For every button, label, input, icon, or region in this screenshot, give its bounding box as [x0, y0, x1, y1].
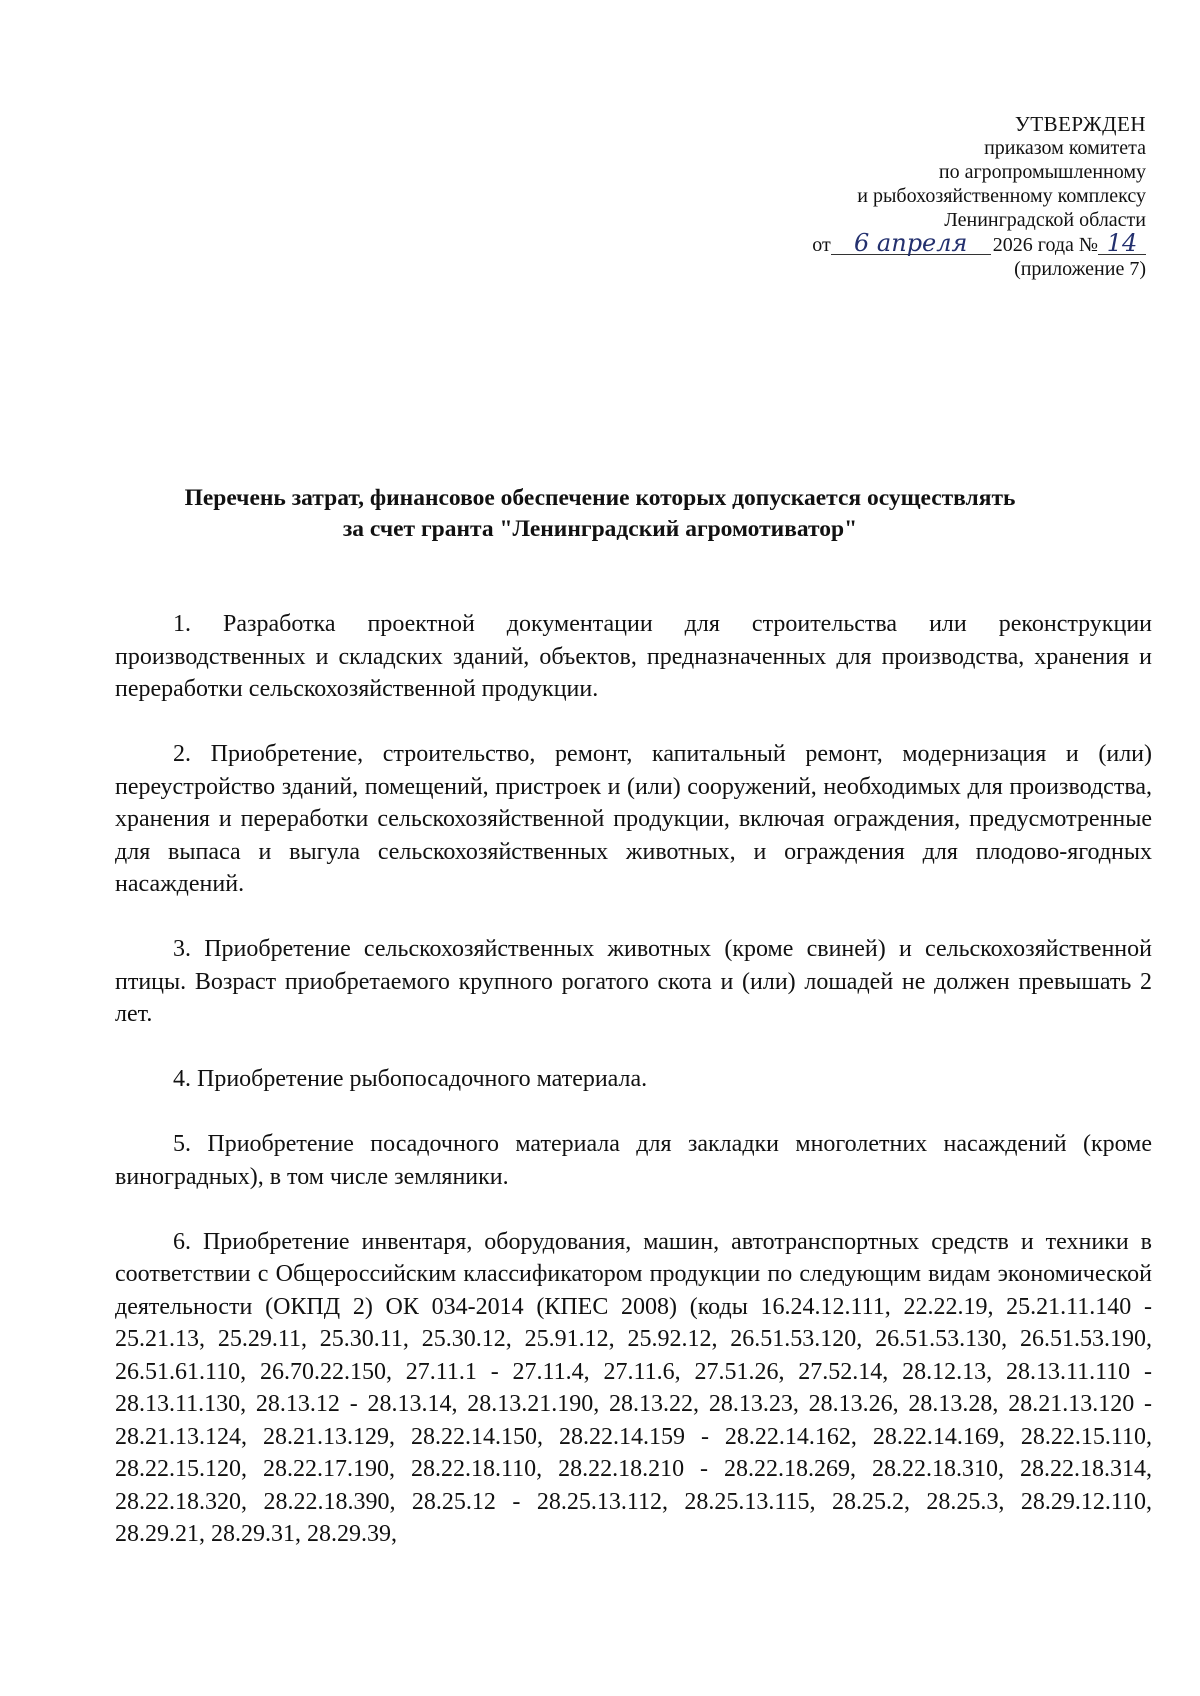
approval-line: Ленинградской области — [944, 209, 1146, 231]
handwritten-order-number: 14 — [1098, 232, 1146, 255]
list-item: 3. Приобретение сельскохозяйственных животных (кроме свиней) и сельскохозяйственной птицы. Возраст приобретаемого крупного рогатого скота и (или) лошадей не должен превышать 2 лет. — [115, 936, 1152, 1027]
year-text: 2026 года № — [992, 234, 1098, 256]
handwritten-date: 6 апреля — [831, 232, 991, 255]
cost-list — [115, 608, 1152, 1551]
approval-line: приказом комитета — [984, 137, 1146, 159]
list-item: 5. Приобретение посадочного материала для закладки многолетних насаждений (кроме виноградных), в том числе земляники. — [115, 1131, 1152, 1190]
document-heading — [100, 483, 1100, 545]
list-item: 1. Разработка проектной документации для строительства или реконструкции производственных и складских зданий, объектов, предназначенных для производства, хранения и переработки сельскохозяйственной продукции. — [115, 611, 1152, 702]
approval-line: по агропромышленному — [938, 161, 1146, 183]
list-item: 2. Приобретение, строительство, ремонт, капитальный ремонт, модернизация и (или) переустройство зданий, помещений, пристроек и (или) сооружений, необходимых для производства, хранения и переработки сельскохозяйственной продукции, включая ограждения, предусмотренные для выпаса и выгула сельскохозяйственных животных, и ограждения для плодово-ягодных насаждений. — [115, 741, 1152, 897]
approval-stamp-block — [586, 112, 1146, 281]
approval-title: УТВЕРЖДЕН — [1014, 112, 1146, 136]
date-prefix: от — [812, 234, 831, 256]
appendix-label: (приложение 7) — [1014, 258, 1146, 280]
approval-date-line — [586, 229, 1146, 257]
heading-line: Перечень затрат, финансовое обеспечение которых допускается осуществлять — [184, 485, 1016, 511]
list-item: 6. Приобретение инвентаря, оборудования, машин, автотранспортных средств и техники в соответствии с Общероссийским классификатором продукции по следующим видам экономической деятельности (ОКПД 2) ОК 034-2014 (КПЕС 2008) (коды 16.24.12.111, 22.22.19, 25.21.11.140 - 25.21.13, 25.29.11, 25.30.11, 25.30.12, 25.91.12, 25.92.12, 26.51.53.120, 26.51.53.130, 26.51.53.190, 26.51.61.110, 26.70.22.150, 27.11.1 - 27.11.4, 27.11.6, 27.51.26, 27.52.14, 28.12.13, 28.13.11.110 - 28.13.11.130, 28.13.12 - 28.13.14, 28.13.21.190, 28.13.22, 28.13.23, 28.13.26, 28.13.28, 28.21.13.120 - 28.21.13.124, 28.21.13.129, 28.22.14.150, 28.22.14.159 - 28.22.14.162, 28.22.14.169, 28.22.15.110, 28.22.15.120, 28.22.17.190, 28.22.18.110, 28.22.18.210 - 28.22.18.269, 28.22.18.310, 28.22.18.314, 28.22.18.320, 28.22.18.390, 28.25.12 - 28.25.13.112, 28.25.13.115, 28.25.2, 28.25.3, 28.29.12.110, 28.29.21, 28.29.31, 28.29.39, — [115, 1228, 1152, 1547]
list-item: 4. Приобретение рыбопосадочного материала. — [173, 1066, 648, 1092]
heading-line: за счет гранта "Ленинградский агромотиватор" — [342, 516, 858, 542]
approval-line: и рыбохозяйственному комплексу — [857, 185, 1146, 207]
